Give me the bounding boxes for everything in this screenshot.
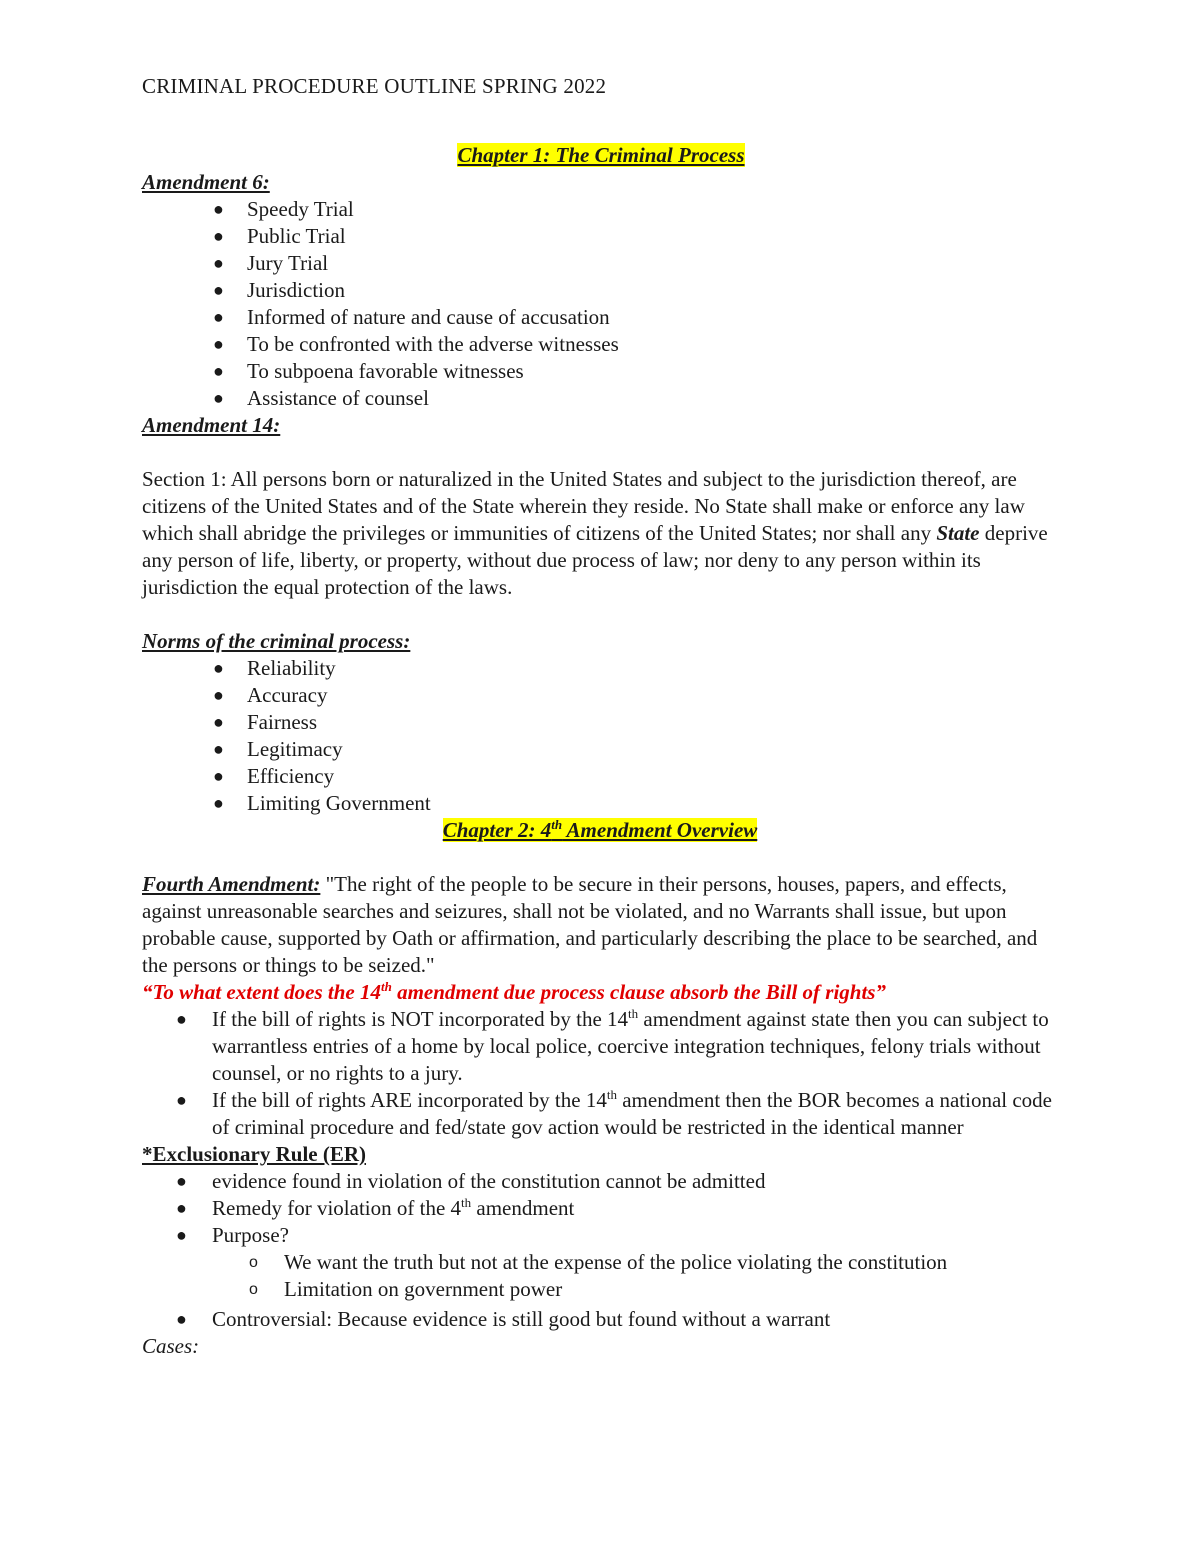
circle-bullet-icon: o <box>249 1254 258 1271</box>
list-item: ● To be confronted with the adverse witnesses <box>213 332 619 356</box>
bullet-icon: ● <box>176 1309 187 1329</box>
chapter-1-heading <box>140 142 1062 169</box>
list-item: ● Informed of nature and cause of accusation <box>213 305 610 329</box>
state-emphasis: State <box>936 521 980 545</box>
bullet-icon: ● <box>213 226 224 246</box>
list-item: ● Fairness <box>213 710 317 734</box>
fourth-amendment-label: Fourth Amendment: <box>142 872 321 896</box>
fourth-amendment-text: Fourth Amendment: "The right of the people to be secure in their persons, houses, papers, and effects, against unreasonable searches and seizures, shall not be violated, and no Warrants shall issue, but upon probable cause, supported by Oath or affirmation, and particularly describing the place to be searched, and the persons or things to be seized." <box>142 872 1038 977</box>
circle-bullet-icon: o <box>249 1281 258 1298</box>
list-item: o Limitation on government power <box>249 1277 563 1301</box>
amendment-6-list <box>142 196 1062 412</box>
cases-label: Cases: <box>142 1334 200 1358</box>
bullet-icon: ● <box>176 1090 187 1110</box>
list-item: ● To subpoena favorable witnesses <box>213 359 524 383</box>
list-item: ● If the bill of rights ARE incorporated by the 14th amendment then the BOR becomes a national code of criminal procedure and fed/state gov action would be restricted in the identical manner <box>176 1087 1053 1139</box>
incorporation-list <box>142 1006 1062 1141</box>
list-item: ● If the bill of rights is NOT incorporated by the 14th amendment against state then you can subject to warrantless entries of a home by local police, coercive integration techniques, felony trials without counsel, or no rights to a jury. <box>176 1006 1049 1085</box>
bullet-icon: ● <box>213 739 224 759</box>
norms-heading: Norms of the criminal process: <box>142 629 411 653</box>
amendment-6-heading: Amendment 6: <box>142 170 270 194</box>
bullet-icon: ● <box>213 307 224 327</box>
bullet-icon: ● <box>213 766 224 786</box>
bullet-icon: ● <box>213 793 224 813</box>
list-item: o We want the truth but not at the expense of the police violating the constitution <box>249 1250 948 1274</box>
exclusionary-rule-list <box>142 1168 1062 1333</box>
chapter-2-title: Chapter 2: 4th Amendment Overview <box>442 817 758 842</box>
list-item: ● evidence found in violation of the constitution cannot be admitted <box>176 1169 766 1193</box>
list-item: ● Public Trial <box>213 224 346 248</box>
bullet-icon: ● <box>213 199 224 219</box>
document-body <box>142 142 1062 1360</box>
bullet-icon: ● <box>176 1171 187 1191</box>
list-item: ● Jury Trial <box>213 251 329 275</box>
list-item: ● Jurisdiction <box>213 278 345 302</box>
list-item: ● Accuracy <box>213 683 328 707</box>
list-item: ● Speedy Trial <box>213 197 354 221</box>
list-item: ● Controversial: Because evidence is still good but found without a warrant <box>176 1307 831 1331</box>
list-item: ● Efficiency <box>213 764 335 788</box>
list-item: ● Reliability <box>213 656 336 680</box>
list-item: ● Limiting Government <box>213 791 431 815</box>
bullet-icon: ● <box>213 712 224 732</box>
chapter-1-title: Chapter 1: The Criminal Process <box>457 143 745 167</box>
bullet-icon: ● <box>213 280 224 300</box>
amendment-14-text: Section 1: All persons born or naturalized in the United States and subject to the jurisdiction thereof, are citizens of the United States and of the State wherein they reside. No State shall make or enforce any law which shall abridge the privileges or immunities of citizens of the United States; nor shall any State deprive any person of life, liberty, or property, without due process of law; nor deny to any person within its jurisdiction the equal protection of the laws. <box>142 467 1048 599</box>
exclusionary-rule-heading: *Exclusionary Rule (ER) <box>142 1142 367 1166</box>
bullet-icon: ● <box>213 658 224 678</box>
bullet-icon: ● <box>213 388 224 408</box>
bullet-icon: ● <box>176 1198 187 1218</box>
list-item: ● Remedy for violation of the 4th amendment <box>176 1195 575 1220</box>
bullet-icon: ● <box>213 685 224 705</box>
bullet-icon: ● <box>213 361 224 381</box>
incorporation-question: “To what extent does the 14th amendment due process clause absorb the Bill of rights” <box>142 979 886 1004</box>
bullet-icon: ● <box>213 253 224 273</box>
amendment-14-heading: Amendment 14: <box>142 413 281 437</box>
bullet-icon: ● <box>176 1009 187 1029</box>
document-header: CRIMINAL PROCEDURE OUTLINE SPRING 2022 <box>142 74 607 98</box>
chapter-2-heading <box>138 817 1062 844</box>
bullet-icon: ● <box>213 334 224 354</box>
list-item: ● Assistance of counsel <box>213 386 429 410</box>
norms-list <box>142 655 1062 817</box>
bullet-icon: ● <box>176 1225 187 1245</box>
list-item: ● Purpose? o We want the truth but not at the expense of the police violating the constitution o Limitation on government power <box>212 1222 1062 1303</box>
list-item: ● Legitimacy <box>213 737 343 761</box>
purpose-sublist <box>212 1249 1062 1303</box>
